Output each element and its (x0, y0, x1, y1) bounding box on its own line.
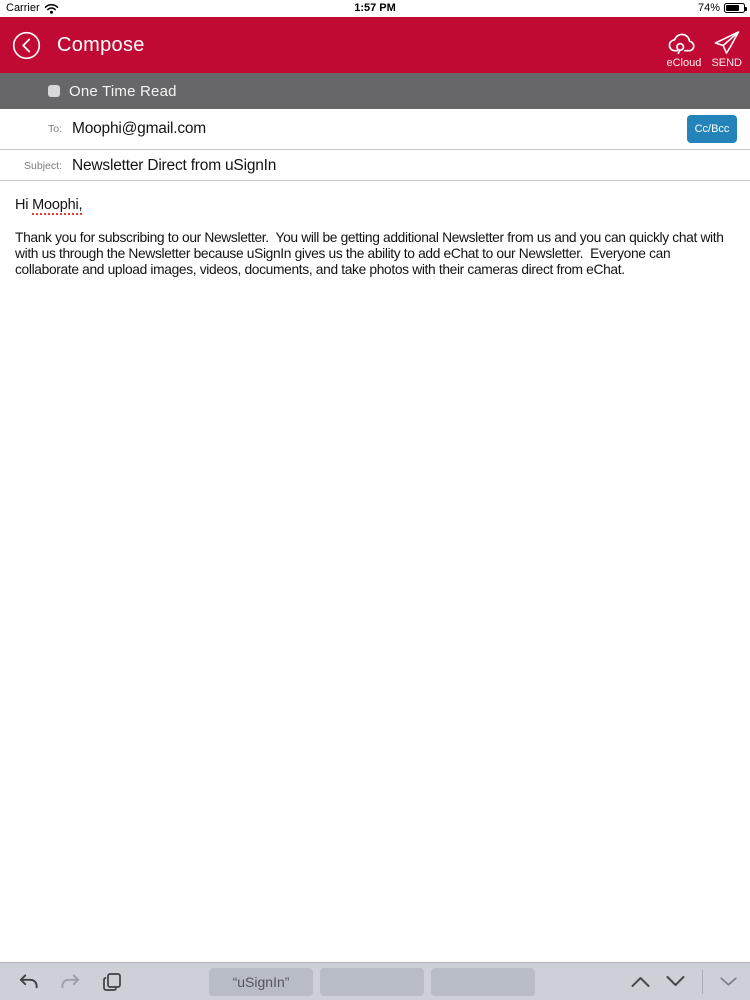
suggestion-chip-1[interactable]: “uSignIn” (209, 968, 313, 996)
status-bar (0, 0, 750, 17)
prev-field-button[interactable] (630, 975, 651, 988)
paste-button[interactable] (101, 971, 123, 993)
edit-actions (17, 963, 123, 1000)
undo-button[interactable] (17, 972, 40, 992)
navigation-bar (0, 17, 750, 73)
divider (702, 970, 703, 994)
greeting-prefix: Hi (15, 197, 33, 213)
nav-actions (666, 30, 742, 69)
redo-icon (59, 972, 82, 992)
one-time-read-label: One Time Read (69, 82, 177, 100)
field-navigation (630, 963, 738, 1000)
back-icon (11, 30, 42, 61)
suggestion-chip-3[interactable] (431, 968, 535, 996)
carrier-label: Carrier (6, 2, 40, 14)
message-body-editor[interactable] (0, 182, 750, 962)
send-label: SEND (711, 57, 742, 69)
to-field-row (0, 109, 750, 150)
suggestion-chip-2[interactable] (320, 968, 424, 996)
message-paragraph: Thank you for subscribing to our Newsletter. You will be getting additional Newsletter from us and you can quickly chat with with us through the Newsletter because uSignIn gives us the ability to add eChat to our Newsletter. Everyone can collaborate and upload images, videos, documents, and take photos with their cameras direct from eChat. (15, 230, 728, 278)
page-title: Compose (57, 33, 145, 56)
redo-button[interactable] (59, 972, 82, 992)
ecloud-label: eCloud (666, 57, 702, 69)
keyboard-accessory-bar (0, 962, 750, 1000)
one-time-read-checkbox[interactable] (48, 85, 60, 97)
ccbcc-button[interactable]: Cc/Bcc (687, 115, 737, 143)
send-button[interactable] (711, 30, 742, 69)
subject-input[interactable]: Newsletter Direct from uSignIn (72, 156, 277, 174)
subject-label: Subject: (24, 159, 62, 172)
ecloud-icon (666, 30, 701, 56)
next-field-button[interactable] (665, 975, 686, 988)
dismiss-keyboard-icon (719, 976, 738, 988)
battery-icon (724, 3, 745, 13)
chevron-down-icon (665, 975, 686, 988)
dismiss-keyboard-button[interactable] (719, 976, 738, 988)
options-bar (0, 73, 750, 109)
to-input[interactable]: Moophi@gmail.com (72, 120, 206, 137)
back-button[interactable] (10, 29, 42, 61)
ecloud-button[interactable] (666, 30, 701, 69)
undo-icon (17, 972, 40, 992)
misspelled-word: Moophi, (32, 197, 83, 213)
to-label: To: (47, 123, 62, 135)
autocomplete-suggestions (209, 968, 535, 996)
battery-percent: 74% (697, 2, 720, 14)
send-icon (712, 30, 742, 56)
greeting-line (15, 197, 735, 213)
status-time: 1:57 PM (354, 2, 396, 14)
paste-icon (101, 971, 123, 993)
chevron-up-icon (630, 975, 651, 988)
subject-field-row (0, 151, 750, 181)
